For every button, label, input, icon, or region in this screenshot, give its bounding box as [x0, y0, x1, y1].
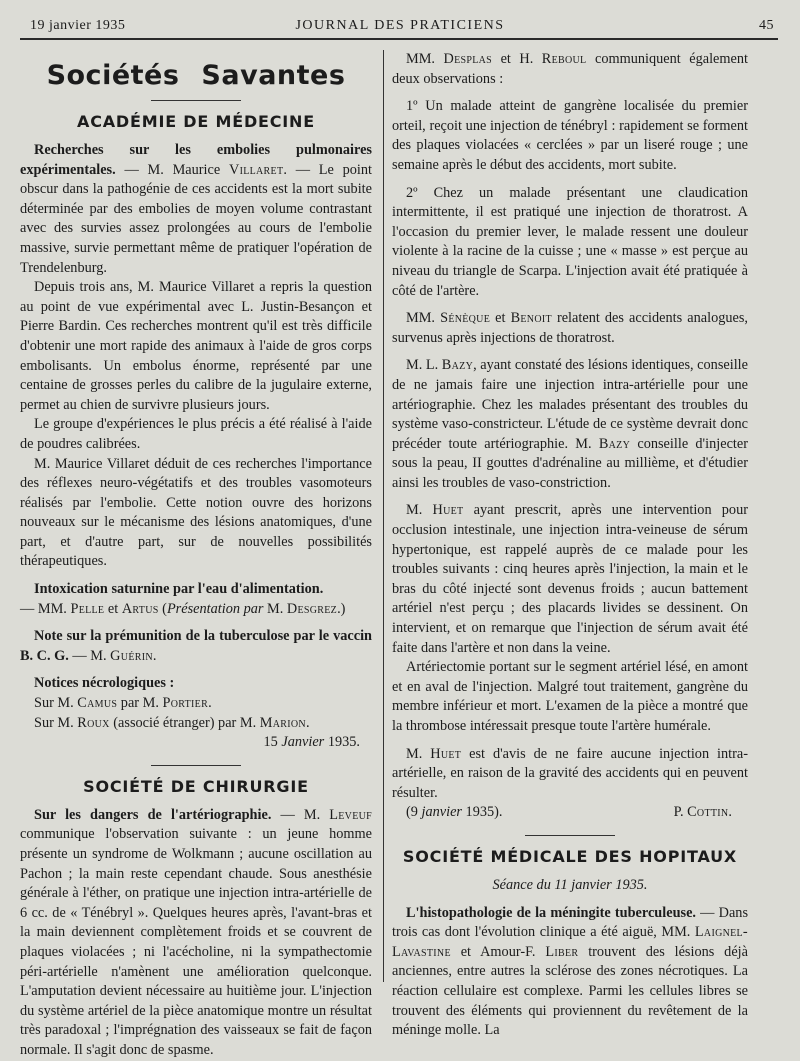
- paragraph: Le groupe d'expériences le plus précis a été réalisé à l'aide de poudres calibrées.: [20, 416, 372, 452]
- author-name: Villaret: [228, 161, 284, 178]
- author-name: Leveuf: [329, 806, 372, 823]
- page-title: [20, 58, 372, 94]
- signature-line: [392, 803, 748, 823]
- notice-item: Sur M. Roux (associé étranger) par M. Marion.: [34, 714, 310, 731]
- paragraph: M. Huet ayant prescrit, après une intervention pour occlusion intestinale, une injection intra-veineuse de sérum hypertonique, est rappelé auprès de ce malade pour les troubles suivants : cinq heures après l'injection, la main et le bras du côté injecté sont devenus froids ; aucun battement artériel n'est perçu ; des placards livides se dessinent. On intervient, et on remarque que l'injection de sérum avait été faite dans l'artère et non dans la veine.: [392, 502, 748, 656]
- article-arteriographie: Sur les dangers de l'artériographie. — M. Leveuf communique l'observation suivante : un jeune homme présente un syndrome de Wolkmann ; aucune oscillation au Pachon ; la main reste cependant chaude. Sous anesthésie générale à l'éther, on pratique une injection intra-artérielle de 6 cc. de « Ténébryl ». Quelques heures après, l'avant-bras et la main deviennent complètement froids et se couvrent de plaques violacées ; ni l'acécholine, ni la sympathectomie péri-artérielle n'amènent une amélioration quelconque. L'amputation devient nécessaire au huitième jour. L'injection du système artériel de la pièce anatomique montre un résultat très paradoxal ; l'imprégnation des vaisseaux se fait de façon normale. Il s'agit donc de spasme.: [20, 806, 372, 1058]
- paragraph: Depuis trois ans, M. Maurice Villaret a repris la question au point de vue expérimental avec L. Justin-Besançon et Pierre Bardin. Ces recherches montrent qu'il est très difficile d'obtenir une mort rapide des animaux à l'aide de gros corps embolisants. Un embolus énorme, représenté par une centaine de grosses perles du calibre de la jugulaire externe, permet au chien de survivre plusieurs jours.: [20, 279, 372, 413]
- paragraph: MM. Sénèque et Benoit relatent des accidents analogues, survenus après injections de thoratrost.: [392, 310, 748, 346]
- paragraph: 1º Un malade atteint de gangrène localisée du premier orteil, reçoit une injection de ténébryl : rapidement se forment des plaques violacées « cerclées » par un liseré rouge ; une semaine après le début des accidents, mort subite.: [392, 98, 748, 173]
- paragraph: M. L. Bazy, ayant constaté des lésions identiques, conseille de ne jamais faire une injection intra-artérielle pour une artériographie. Chez les malades présentant des troubles du système vaso-constricteur. L'étude de ce système devrait donc précéder toute artériographie. M. Bazy conseille d'injecter sous la peau, II gouttes d'adrénaline au millième, et d'étudier ainsi les troubles de vaso-constriction.: [392, 357, 748, 491]
- article-title: Sur les dangers de l'artériographie.: [34, 806, 272, 823]
- article-title: Intoxication saturnine par l'eau d'alimentation.: [34, 581, 324, 598]
- section-heading-chirurgie: SOCIÉTÉ DE CHIRURGIE: [83, 776, 309, 796]
- paragraph: 2º Chez un malade présentant une claudication intermittente, il est pratiqué une injection de thoratrost. A l'occasion du premier lever, le malade ressent une douleur violente à la racine de la cuisse ; une « masse » est perçue au niveau du triangle de Scarpa. L'injection avait été pratiquée à côté de l'artère.: [392, 184, 748, 299]
- article-intoxication: Intoxication saturnine par l'eau d'alimentation. — MM. Pelle et Artus (Présentation par M. Desgrez.): [20, 581, 346, 617]
- signature-date: (9 janvier 1935).: [406, 804, 503, 821]
- column-divider: [383, 50, 384, 982]
- section-heading-hopitaux: SOCIÉTÉ MÉDICALE DES HOPITAUX: [402, 846, 738, 866]
- left-column: [20, 50, 372, 1061]
- article-title: L'histopathologie de la méningite tuberculeuse.: [406, 904, 697, 921]
- section-rule: [525, 835, 615, 836]
- title-word-1: Sociétés: [46, 60, 180, 91]
- header-rule: [20, 38, 778, 40]
- section-heading-academie: ACADÉMIE DE MÉDECINE: [77, 112, 315, 131]
- notice-item: Sur M. Camus par M. Portier.: [34, 695, 212, 712]
- notices-title: Notices nécrologiques :: [34, 675, 175, 692]
- right-column: [392, 50, 748, 1041]
- article-title: Note sur la prémunition de la tuberculose par le vaccin B. C. G.: [20, 628, 372, 664]
- header-date: 19 janvier 1935: [30, 18, 126, 33]
- signature-name: P. Cottin.: [673, 804, 732, 821]
- article-meningite: L'histopathologie de la méningite tuberculeuse. — Dans trois cas dont l'évolution clinique a été aiguë, MM. Laignel-Lavastine et Amour-F. Liber trouvent des lésions déjà anciennes, entre autres la sclérose des zones nécrotiques. La réaction cellulaire est complexe. Parmi les cellules libres se trouvent des éléments qui proviennent du revêtement de la méninge molle. La: [392, 904, 749, 1039]
- title-word-2: Savantes: [201, 60, 346, 91]
- header-journal-title: JOURNAL DES PRATICIENS: [295, 18, 505, 33]
- section-rule: [151, 765, 241, 766]
- paragraph: M. Huet est d'avis de ne faire aucune injection intra-artérielle, en raison de la gravité des accidents qui en peuvent résulter.: [392, 745, 748, 801]
- page-header: [22, 14, 778, 36]
- article-title: Recherches sur les embolies pulmonaires expérimentales.: [20, 142, 372, 178]
- title-rule: [151, 100, 241, 101]
- article-embolies: Recherches sur les embolies pulmonaires expérimentales. — M. Maurice Villaret. — Le point obscur dans la pathogénie de ces accidents est la mort subite déterminée par des embolies de moyen volume contrastant avec des survies assez prolongées au cours de l'embolie massive, survie permettant même de pratiquer l'opération de Trendelenburg.: [20, 142, 372, 276]
- paragraph: MM. Desplas et H. Reboul communiquent également deux observations :: [392, 51, 748, 87]
- session-date: Séance du 11 janvier 1935.: [492, 876, 648, 893]
- header-page-number: 45: [759, 18, 774, 33]
- academie-date: 15 Janvier 1935.: [263, 734, 360, 751]
- paragraph: Artériectomie portant sur le segment artériel lésé, en amont et en aval de l'injection. Malgré tout traitement, gangrène du membre inférieur et mort. L'examen de la pièce a montré que la thrombose intéressait presque toute l'artère humérale.: [392, 659, 748, 734]
- paragraph: M. Maurice Villaret déduit de ces recherches l'importance des réflexes neuro-végétatifs et des troubles vasomoteurs réalisés par l'embolie. Cette notion ouvre des horizons nouveaux sur le mécanisme des lésions anatomiques, d'une part, et d'autre part, sur de nouvelles possibilités thérapeutiques.: [20, 455, 372, 570]
- article-bcg: Note sur la prémunition de la tuberculose par le vaccin B. C. G. — M. Guérin.: [20, 628, 372, 664]
